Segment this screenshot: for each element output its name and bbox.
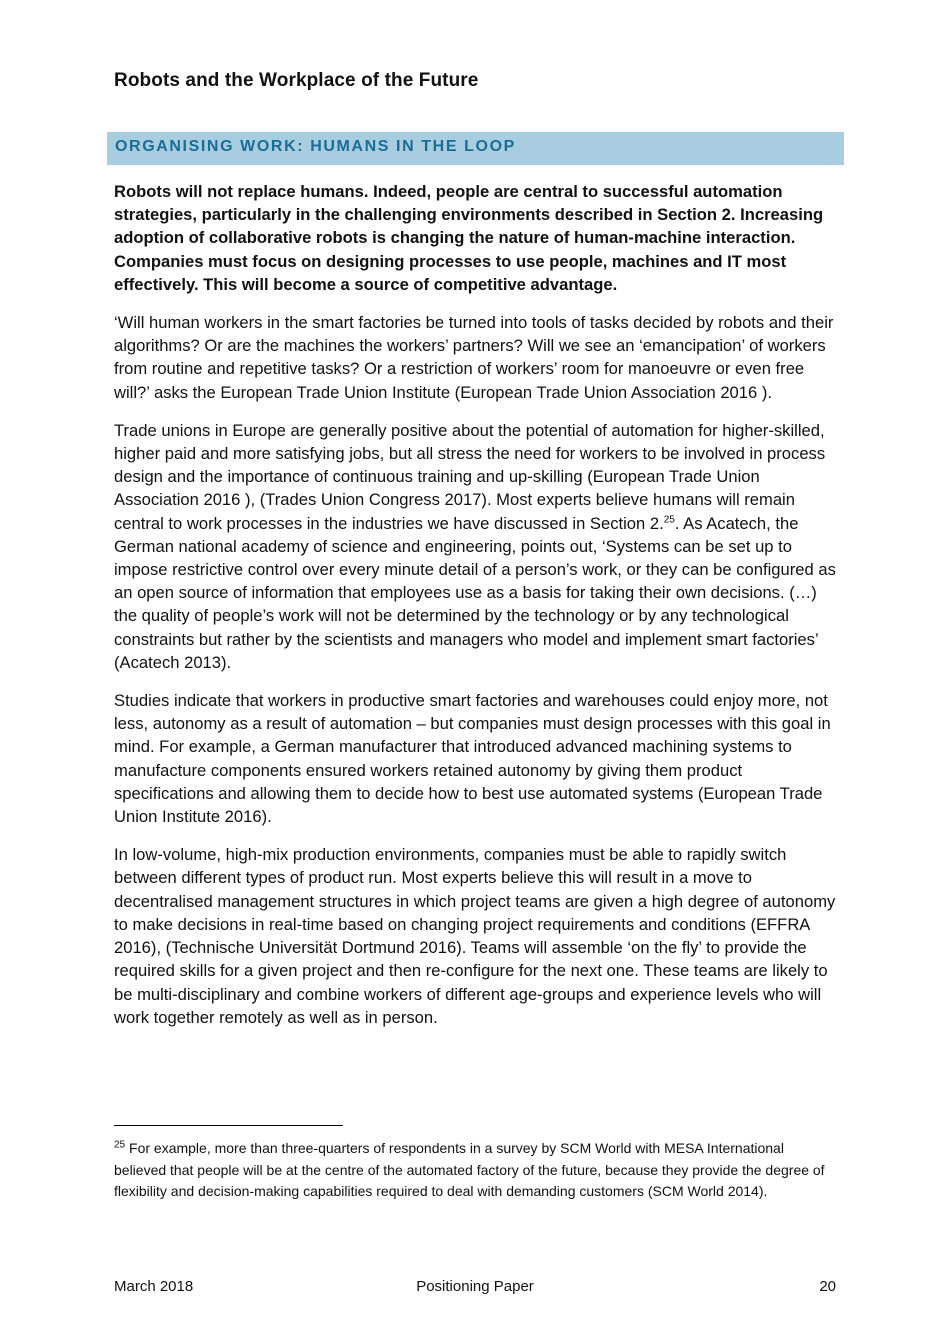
paragraph-1: ‘Will human workers in the smart factories be turned into tools of tasks decided by robots and their algorithms? Or are the machines the workers’ partners? Will we see an ‘emancipation’ of workers from routine and repetitive tasks? Or a restriction of workers’ room for manoeuvre or even free will?’ asks the European Trade Union Institute (European Trade Union Association 2016 ).: [114, 313, 834, 402]
lead-paragraph: Robots will not replace humans. Indeed, people are central to successful automation strategies, particularly in the challenging environments described in Section 2. Increasing adoption of collaborative robots is changing the nature of human-machine interaction. Companies must focus on designing processes to use people, machines and IT most effectively. This will become a source of competitive advantage.: [114, 182, 824, 294]
body-text: [114, 180, 838, 1044]
footnote-separator: [114, 1125, 343, 1126]
footnote-number: 25: [114, 1139, 126, 1151]
footnote-reference-25[interactable]: 25: [663, 514, 675, 526]
footer-date: March 2018: [114, 1278, 194, 1295]
footer-document-type: Positioning Paper: [416, 1278, 534, 1295]
paragraph-4: In low-volume, high-mix production environments, companies must be able to rapidly switch between different types of product run. Most experts believe this will result in a move to decentralised management structures in which project teams are given a high degree of autonomy to make decisions in real-time based on changing project requirements and conditions (EFFRA 2016), (Technische Universität Dortmund 2016). Teams will assemble ‘on the fly’ to provide the required skills for a given project and then re-configure for the next one. These teams are likely to be multi-disciplinary and combine workers of different age-groups and experience levels who will work together remotely as well as in person.: [114, 845, 836, 1027]
running-header-title: Robots and the Workplace of the Future: [114, 70, 479, 91]
paragraph-3: Studies indicate that workers in productive smart factories and warehouses could enjoy more, not less, autonomy as a result of automation – but companies must design processes with this goal in mind. For example, a German manufacturer that introduced advanced machining systems to manufacture components ensured workers retained autonomy by giving them product specifications and allowing them to decide how to best use automated systems (European Trade Union Institute 2016).: [114, 691, 831, 827]
section-heading-bar: [107, 132, 844, 165]
footnote-text: For example, more than three-quarters of respondents in a survey by SCM World with MESA International believed that people will be at the centre of the automated factory of the future, because they provide the degree of flexibility and decision-making capabilities required to deal with demanding customers (SCM World 2014).: [114, 1140, 825, 1199]
footnote-25: [114, 1138, 838, 1203]
paragraph-2-text-before-ref: Trade unions in Europe are generally positive about the potential of automation for higher-skilled, higher paid and more satisfying jobs, but all stress the need for workers to be involved in process design and the importance of continuous training and up-skilling (European Trade Union Association 2016 ), (Trades Union Congress 2017). Most experts believe humans will remain central to work processes in the industries we have discussed in Section 2.: [114, 420, 826, 533]
paragraph-2-text-after-ref: . As Acatech, the German national academy of science and engineering, points out, ‘Systems can be set up to impose restrictive control over every minute detail of a person’s work, or they can be configured as an open source of information that employees use as a basis for taking their own decisions. (…) the quality of people’s work will not be determined by the technology or by any technological constraints but rather by the scientists and managers who model and implement smart factories’ (Acatech 2013).: [114, 513, 836, 672]
section-heading-title: ORGANISING WORK: HUMANS IN THE LOOP: [115, 138, 516, 155]
footer-page-number: 20: [819, 1278, 836, 1295]
page-footer: [114, 1278, 836, 1300]
paragraph-2: [114, 419, 838, 674]
